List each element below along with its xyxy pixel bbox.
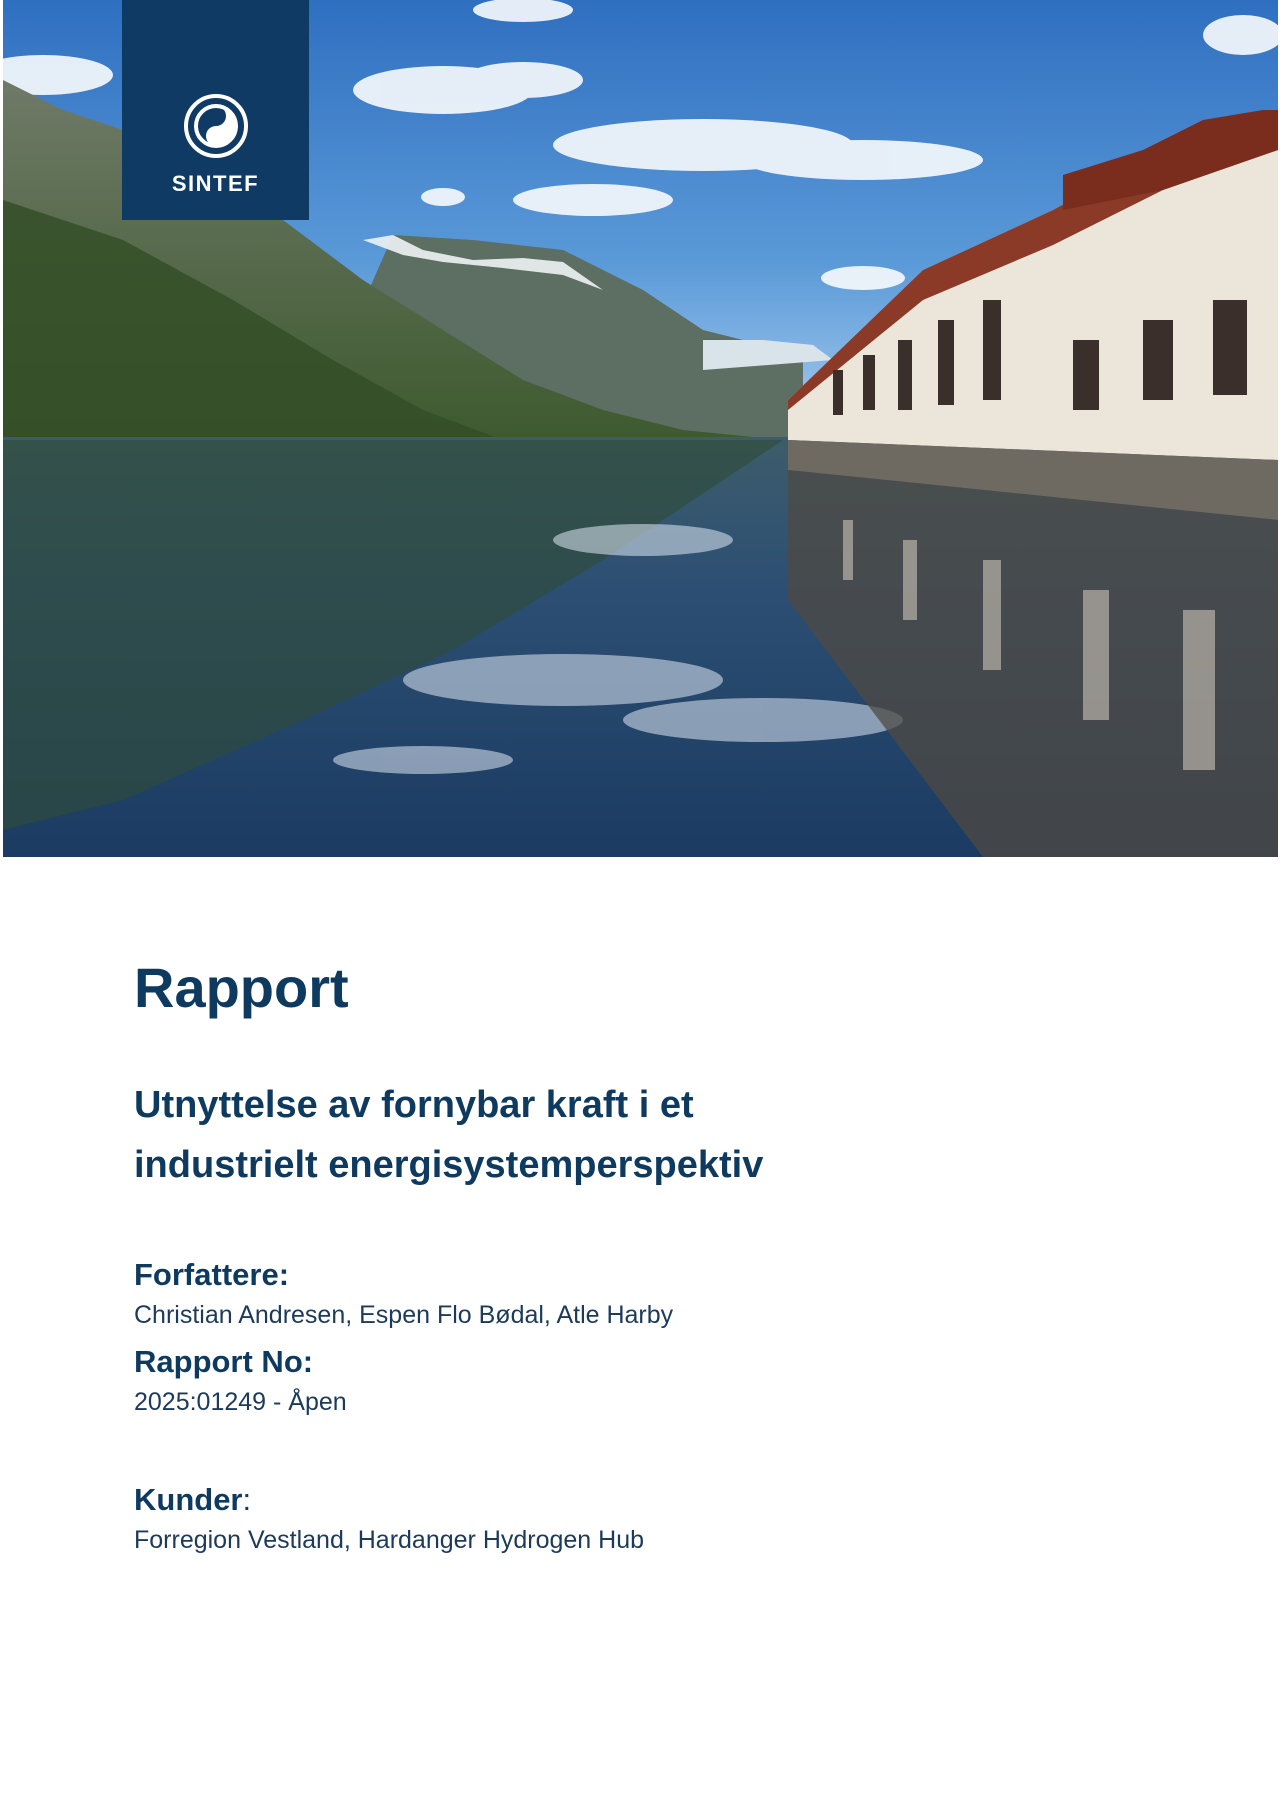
- report-number-section: [134, 1342, 347, 1418]
- authors-value: Christian Andresen, Espen Flo Bødal, Atle Harby: [134, 1301, 674, 1329]
- logo-text: SINTEF: [171, 171, 260, 196]
- report-title-line-1: Utnyttelse av fornybar kraft i et: [134, 1084, 694, 1126]
- sintef-logo: [122, 0, 309, 220]
- customers-section: [134, 1480, 644, 1556]
- report-number-label: Rapport No:: [134, 1344, 314, 1379]
- customers-label-colon: :: [242, 1482, 252, 1517]
- authors-section: [134, 1255, 673, 1331]
- report-cover-text: [134, 950, 1184, 1554]
- document-type: Rapport: [134, 956, 349, 1019]
- report-title-line-2: industrielt energisystemperspektiv: [134, 1144, 764, 1186]
- customers-label: [134, 1480, 644, 1520]
- report-title: [134, 1075, 763, 1195]
- customers-label-text: Kunder: [134, 1482, 243, 1517]
- customers-value: Forregion Vestland, Hardanger Hydrogen Hub: [134, 1526, 645, 1554]
- report-number-value: 2025:01249 - Åpen: [134, 1388, 347, 1416]
- sintef-logo-icon: [183, 93, 249, 159]
- authors-label: Forfattere:: [134, 1257, 290, 1292]
